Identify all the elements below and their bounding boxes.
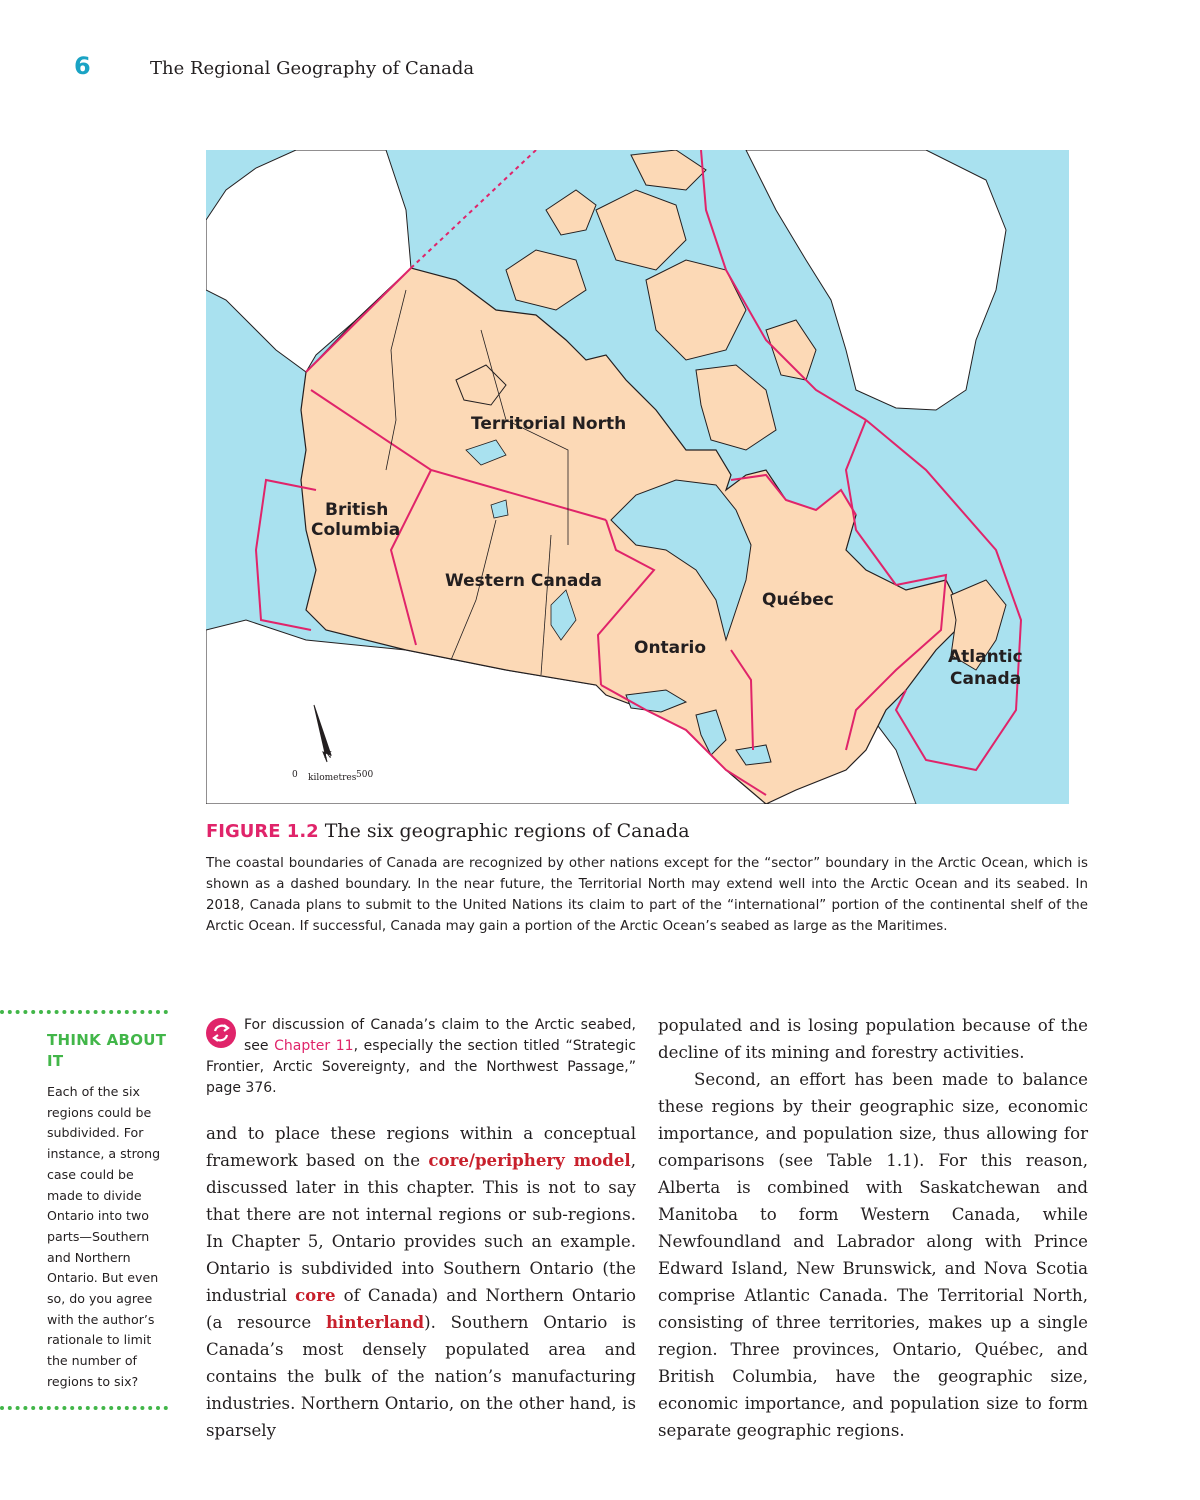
term-core-periphery-model[interactable]: core/periphery model	[428, 1150, 631, 1170]
label-western-canada: Western Canada	[445, 571, 603, 591]
svg-text:500: 500	[356, 770, 374, 780]
label-atlantic-canada-line2: Canada	[950, 669, 1022, 689]
term-hinterland[interactable]: hinterland	[325, 1312, 425, 1332]
figure-caption: The coastal boundaries of Canada are recognized by other nations except for the “sector” boundary in the Arctic Ocean, which is shown as a dashed boundary. In the near future, the Territorial North may extend well into the Arctic Ocean and its seabed. In 2018, Canada plans to submit to the United Nations its claim to part of the “international” portion of the continental shelf of the Arctic Ocean. If successful, Canada may gain a portion of the Arctic Ocean’s seabed as large as the Maritimes.	[206, 856, 1088, 934]
body-paragraph: and to place these regions within a conceptual framework based on the core/periphery model, discussed later in this chapter. This is not to say that there are not internal regions or sub-regions. In Chapter 5, Ontario provides such an example. Ontario is subdivided into Southern Ontario (the industrial core of Canada) and Northern Ontario (a resource hinterland). Southern Ontario is Canada’s most densely populated area and contains the bulk of the nation’s manufacturing industries. Northern Ontario, on the other hand, is sparsely	[206, 1124, 637, 1440]
sidebar-divider-top	[0, 1010, 168, 1014]
sidebar-body: Each of the six regions could be subdivided. For instance, a strong case could be made to divide Ontario into two parts—Southern and Northern Ontario. But even so, do you agree with the author’s rationale to limit the number of regions to six?	[47, 1084, 161, 1389]
label-british-columbia-line1: British	[325, 500, 389, 520]
running-head: The Regional Geography of Canada	[150, 58, 475, 79]
body-paragraph: populated and is losing population because of the decline of its mining and forestry activities.	[658, 1016, 1088, 1062]
term-core[interactable]: core	[295, 1285, 336, 1305]
label-ontario: Ontario	[634, 638, 707, 658]
svg-text:0: 0	[292, 770, 298, 780]
canada-regions-map	[206, 150, 1069, 804]
cross-reference	[206, 1015, 636, 1099]
label-british-columbia-line2: Columbia	[311, 520, 401, 540]
figure-title-text: The six geographic regions of Canada	[324, 820, 690, 842]
cross-reference-text-end: , especially the section titled “Strategic Frontier, Arctic Sovereignty, and the Northwest Passage,” page 376.	[206, 1038, 636, 1096]
cross-reference-icon	[206, 1018, 236, 1048]
svg-text:N: N	[324, 751, 332, 761]
label-quebec: Québec	[762, 590, 834, 610]
chapter-11-link[interactable]: Chapter 11	[274, 1038, 354, 1054]
label-territorial-north: Territorial North	[471, 414, 627, 434]
page-number: 6	[74, 52, 91, 80]
body-column-right	[658, 1012, 1088, 1444]
body-paragraph: Second, an effort has been made to balance these regions by their geographic size, economic importance, and population size, thus allowing for comparisons (see Table 1.1). For this reason, Alberta is combined with Saskatchewan and Manitoba to form Western Canada, while Newfoundland and Labrador along with Prince Edward Island, New Brunswick, and Nova Scotia comprise Atlantic Canada. The Territorial North, consisting of three territories, makes up a single region. Three provinces, Ontario, Québec, and British Columbia, have the geographic size, economic importance, and population size to form separate geographic regions.	[658, 1070, 1088, 1440]
sidebar-divider-bottom	[0, 1406, 168, 1410]
figure-title	[206, 820, 1086, 842]
sidebar-title: THINK ABOUT IT	[47, 1031, 167, 1070]
body-column-left	[206, 1120, 636, 1444]
svg-text:kilometres: kilometres	[308, 773, 357, 783]
cross-reference-text: For discussion of Canada’s claim to the Arctic seabed, see	[244, 1017, 636, 1054]
figure-number: FIGURE 1.2	[206, 821, 319, 842]
label-atlantic-canada-line1: Atlantic	[948, 647, 1023, 667]
